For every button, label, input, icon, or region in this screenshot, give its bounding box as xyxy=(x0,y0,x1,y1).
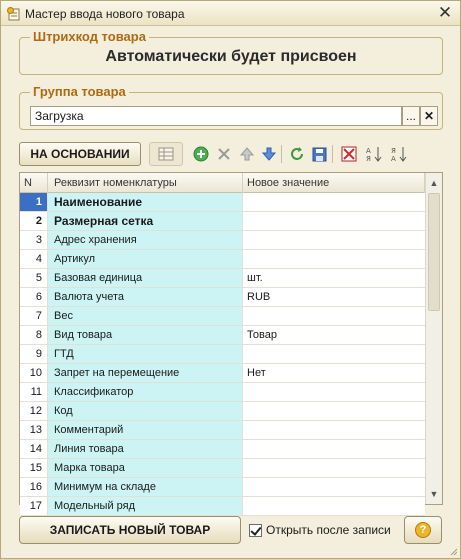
product-group-input[interactable]: Загрузка xyxy=(30,106,402,126)
svg-text:Я: Я xyxy=(391,147,396,155)
attribute-name-cell[interactable]: Артикул xyxy=(48,250,243,268)
new-value-cell[interactable] xyxy=(243,345,425,363)
row-number[interactable]: 7 xyxy=(20,307,48,325)
grid-icon[interactable] xyxy=(149,142,183,166)
new-value-cell[interactable] xyxy=(243,497,425,515)
row-number[interactable]: 17 xyxy=(20,497,48,515)
attribute-name-cell[interactable]: Наименование xyxy=(48,193,243,211)
table-scrollbar[interactable] xyxy=(425,173,442,504)
svg-text:A: A xyxy=(391,155,396,163)
table-row[interactable] xyxy=(20,269,425,288)
scroll-thumb[interactable] xyxy=(428,193,440,311)
row-number[interactable]: 11 xyxy=(20,383,48,401)
table-row[interactable] xyxy=(20,478,425,497)
new-item-icon xyxy=(7,7,21,21)
sort-desc-icon[interactable] xyxy=(389,144,409,164)
toolbar-separator xyxy=(281,145,282,163)
attribute-name-cell[interactable]: Размерная сетка xyxy=(48,212,243,230)
choose-group-button[interactable]: ... xyxy=(402,106,420,126)
resize-grip-icon[interactable] xyxy=(448,546,458,556)
row-number[interactable]: 2 xyxy=(20,212,48,230)
attribute-name-cell[interactable]: ГТД xyxy=(48,345,243,363)
close-icon[interactable]: ✕ xyxy=(437,3,453,23)
svg-text:A: A xyxy=(366,147,371,155)
table-row[interactable] xyxy=(20,326,425,345)
new-value-cell[interactable] xyxy=(243,421,425,439)
table-row[interactable] xyxy=(20,383,425,402)
sort-asc-icon[interactable] xyxy=(364,144,384,164)
new-value-cell[interactable] xyxy=(243,193,425,211)
table-row[interactable] xyxy=(20,364,425,383)
table-row[interactable] xyxy=(20,288,425,307)
row-number[interactable]: 4 xyxy=(20,250,48,268)
attribute-name-cell[interactable]: Вид товара xyxy=(48,326,243,344)
scroll-down-icon[interactable]: ▼ xyxy=(429,489,439,499)
table-row[interactable] xyxy=(20,250,425,269)
row-number[interactable]: 5 xyxy=(20,269,48,287)
save-new-product-button[interactable]: ЗАПИСАТЬ НОВЫЙ ТОВАР xyxy=(19,516,241,544)
row-number[interactable]: 14 xyxy=(20,440,48,458)
open-after-save-checkbox[interactable] xyxy=(249,524,262,537)
row-number[interactable]: 16 xyxy=(20,478,48,496)
attributes-table[interactable] xyxy=(19,172,443,512)
table-row[interactable] xyxy=(20,212,425,231)
new-value-cell[interactable] xyxy=(243,383,425,401)
table-row[interactable] xyxy=(20,345,425,364)
attribute-name-cell[interactable]: Комментарий xyxy=(48,421,243,439)
new-value-cell[interactable] xyxy=(243,307,425,325)
attribute-name-cell[interactable]: Базовая единица xyxy=(48,269,243,287)
new-value-cell[interactable]: шт. xyxy=(243,269,425,287)
row-number[interactable]: 6 xyxy=(20,288,48,306)
svg-text:Я: Я xyxy=(366,155,371,163)
table-row[interactable] xyxy=(20,231,425,250)
save-icon[interactable] xyxy=(309,144,329,164)
attribute-name-cell[interactable]: Валюта учета xyxy=(48,288,243,306)
table-row[interactable] xyxy=(20,421,425,440)
table-row[interactable] xyxy=(20,193,425,212)
new-value-cell[interactable]: Нет xyxy=(243,364,425,382)
new-value-cell[interactable]: Товар xyxy=(243,326,425,344)
toolbar-separator xyxy=(332,145,333,163)
product-group-box xyxy=(19,84,443,130)
attribute-name-cell[interactable]: Модельный ряд xyxy=(48,497,243,515)
barcode-legend: Штрихкод товара xyxy=(30,29,149,44)
table-row[interactable] xyxy=(20,459,425,478)
move-up-icon[interactable] xyxy=(237,144,257,164)
help-button[interactable] xyxy=(404,516,442,544)
new-value-cell[interactable] xyxy=(243,478,425,496)
new-value-cell[interactable] xyxy=(243,250,425,268)
table-row[interactable] xyxy=(20,497,425,516)
row-number[interactable]: 10 xyxy=(20,364,48,382)
new-value-cell[interactable] xyxy=(243,212,425,230)
row-number[interactable]: 1 xyxy=(20,193,48,211)
attribute-name-cell[interactable]: Вес xyxy=(48,307,243,325)
attribute-name-cell[interactable]: Классификатор xyxy=(48,383,243,401)
row-number[interactable]: 8 xyxy=(20,326,48,344)
barcode-group xyxy=(19,29,443,75)
row-number[interactable]: 3 xyxy=(20,231,48,249)
product-group-legend: Группа товара xyxy=(30,84,129,99)
row-number[interactable]: 13 xyxy=(20,421,48,439)
clear-table-icon[interactable] xyxy=(339,144,359,164)
title-bar[interactable] xyxy=(1,1,460,26)
column-header-n[interactable]: N xyxy=(20,173,48,193)
attribute-name-cell[interactable]: Запрет на перемещение xyxy=(48,364,243,382)
barcode-value: Автоматически будет присвоен xyxy=(105,48,357,65)
row-number[interactable]: 12 xyxy=(20,402,48,420)
new-value-cell[interactable] xyxy=(243,231,425,249)
table-row[interactable] xyxy=(20,307,425,326)
based-on-button[interactable]: НА ОСНОВАНИИ xyxy=(19,142,141,166)
new-value-cell[interactable]: RUB xyxy=(243,288,425,306)
clear-group-button[interactable]: ✕ xyxy=(420,106,438,126)
open-after-save-label[interactable]: Открыть после записи xyxy=(266,523,391,537)
help-icon: ? xyxy=(415,522,431,538)
table-body xyxy=(20,193,425,516)
attribute-name-cell[interactable]: Минимум на складе xyxy=(48,478,243,496)
table-row[interactable] xyxy=(20,402,425,421)
window-title: Мастер ввода нового товара xyxy=(25,7,185,21)
new-value-cell[interactable] xyxy=(243,440,425,458)
row-number[interactable]: 15 xyxy=(20,459,48,477)
attribute-name-cell[interactable]: Марка товара xyxy=(48,459,243,477)
table-header xyxy=(20,173,425,193)
new-value-cell[interactable] xyxy=(243,402,425,420)
row-number[interactable]: 9 xyxy=(20,345,48,363)
move-down-icon[interactable] xyxy=(259,144,279,164)
refresh-icon[interactable] xyxy=(287,144,307,164)
column-header-new-value[interactable]: Новое значение xyxy=(243,173,425,193)
table-toolbar xyxy=(19,142,443,166)
column-header-attribute[interactable]: Реквизит номенклатуры xyxy=(48,173,243,193)
scroll-up-icon[interactable]: ▲ xyxy=(429,178,439,188)
table-row[interactable] xyxy=(20,440,425,459)
open-after-save-option[interactable] xyxy=(249,522,391,538)
attribute-name-cell[interactable]: Код xyxy=(48,402,243,420)
new-value-cell[interactable] xyxy=(243,459,425,477)
attribute-name-cell[interactable]: Адрес хранения xyxy=(48,231,243,249)
attribute-name-cell[interactable]: Линия товара xyxy=(48,440,243,458)
delete-icon[interactable] xyxy=(214,144,234,164)
add-icon[interactable] xyxy=(191,144,211,164)
